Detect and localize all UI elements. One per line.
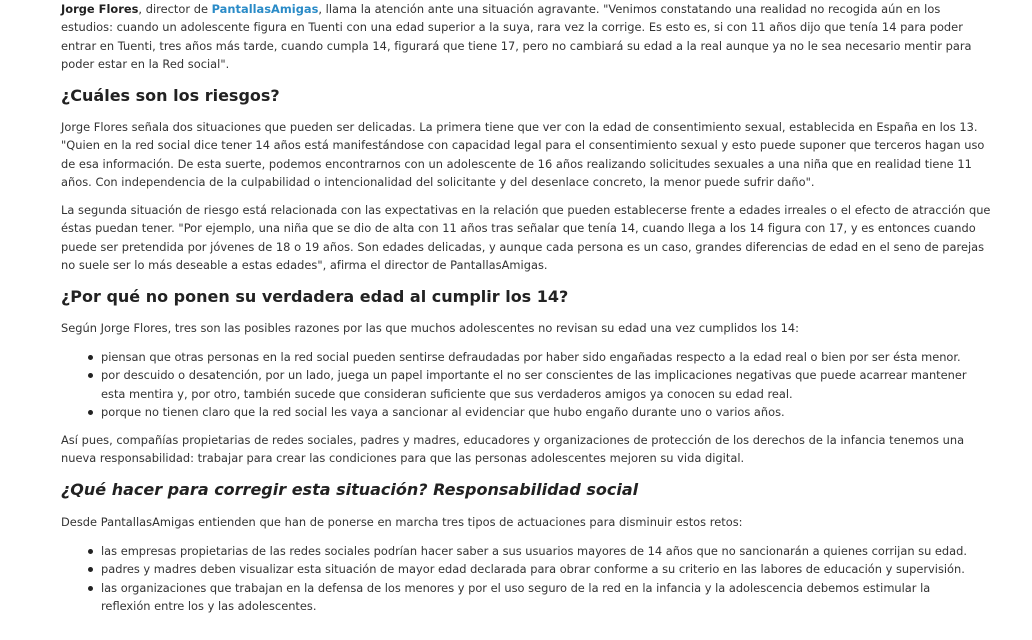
actuaciones-list	[61, 542, 981, 615]
list-item	[101, 403, 981, 421]
list-item-text: las organizaciones que trabajan en la defensa de los menores y por el uso seguro de la red en la infancia y la adolescencia debemos estimular la reflexión entre los y las adolescentes.	[101, 580, 931, 613]
list-item	[101, 560, 981, 578]
bullet-icon	[88, 567, 93, 572]
intro-text-a: , director de	[138, 2, 212, 16]
list-item-text: padres y madres deben visualizar esta situación de mayor edad declarada para obrar conforme a su criterio en las labores de educación y supervisión.	[101, 562, 965, 577]
riesgos-paragraph-1: Jorge Flores señala dos situaciones que pueden ser delicadas. La primera tiene que ver con la edad de consentimiento sexual, establecida en España en los 13. "Quien en la red social dice tener 14 años está manifestándose con capacidad legal para el consentimiento sexual y esto puede suponer que terceros hagan uso de esa información. De esta suerte, podemos encontrarnos con un adolescente de 16 años realizando solicitudes sexuales a una niña que en realidad tiene 11 años. Con independencia de la culpabilidad o intencionalidad del solicitante y del desenlace concreto, la menor puede sufrir daño".	[61, 120, 985, 189]
riesgos-paragraph-2: La segunda situación de riesgo está relacionada con las expectativas en la relación que pueden establecerse frente a edades irreales o el efecto de atracción que éstas puedan tener. "Por ejemplo, una niña que se dio de alta con 11 años tras señalar que tenía 14, cuando llega a los 14 figura con 17, y es entonces cuando puede ser pretendida por jóvenes de 18 o 19 años. Son edades delicadas, y aunque cada persona es un caso, grandes diferencias de edad en el seno de parejas no suele ser lo más deseable a estas edades", afirma el director de PantallasAmigas.	[61, 203, 991, 272]
heading-riesgos: ¿Cuáles son los riesgos?	[61, 86, 280, 105]
pantallasamigas-link[interactable]: PantallasAmigas	[211, 2, 319, 16]
list-item	[101, 366, 981, 403]
heading-porque: ¿Por qué no ponen su verdadera edad al cumplir los 14?	[61, 287, 569, 306]
list-item	[101, 542, 981, 560]
intro-text-b: , llama la atención ante una situación agravante. "Venimos constatando una realidad no recogida aún en los estudios: cuando un adolescente figura en Tuenti con una edad superior a la suya, rara vez la corrige. Es esto es, si con 11 años dijo que tenía 14 para poder entrar en Tuenti, tres años más tarde, cuando cumpla 14, figurará que tiene 17, pero no cambiará su edad a la real aunque ya no le sea necesario mentir para poder estar en la Red social".	[61, 2, 972, 71]
speaker-name: Jorge Flores	[61, 2, 139, 16]
list-item-text: por descuido o desatención, por un lado, juega un papel importante el no ser conscientes de las implicaciones negativas que puede acarrear mantener esta mentira y, por otro, también sucede que consideran suficiente que sus verdaderos amigos ya conocen su edad real.	[101, 368, 967, 401]
hacer-intro: Desde PantallasAmigas entienden que han de ponerse en marcha tres tipos de actuaciones para disminuir estos retos:	[61, 515, 743, 529]
razones-list	[61, 348, 981, 421]
heading-hacer: ¿Qué hacer para corregir esta situación? Responsabilidad social	[61, 480, 639, 499]
bullet-icon	[88, 373, 93, 378]
porque-intro: Según Jorge Flores, tres son las posibles razones por las que muchos adolescentes no revisan su edad una vez cumplidos los 14:	[61, 321, 800, 335]
list-item	[101, 348, 981, 366]
list-item-text: piensan que otras personas en la red social pueden sentirse defraudadas por haber sido engañadas respecto a la edad real o bien por ser ésta menor.	[101, 350, 961, 364]
bullet-icon	[88, 549, 93, 554]
list-item	[101, 579, 981, 616]
intro-paragraph	[61, 0, 991, 73]
list-item-text: las empresas propietarias de las redes sociales podrían hacer saber a sus usuarios mayores de 14 años que no sancionarán a quienes corrijan su edad.	[101, 544, 967, 558]
list-item-text: porque no tienen claro que la red social les vaya a sancionar al evidenciar que hubo engaño durante uno o varios años.	[101, 404, 785, 419]
bullet-icon	[88, 410, 93, 415]
bullet-icon	[88, 586, 93, 591]
bullet-icon	[88, 355, 93, 360]
porque-closing: Así pues, compañías propietarias de redes sociales, padres y madres, educadores y organizaciones de protección de los derechos de la infancia tenemos una nueva responsabilidad: trabajar para crear las condiciones para que las personas adolescentes mejoren su vida digital.	[61, 433, 965, 466]
